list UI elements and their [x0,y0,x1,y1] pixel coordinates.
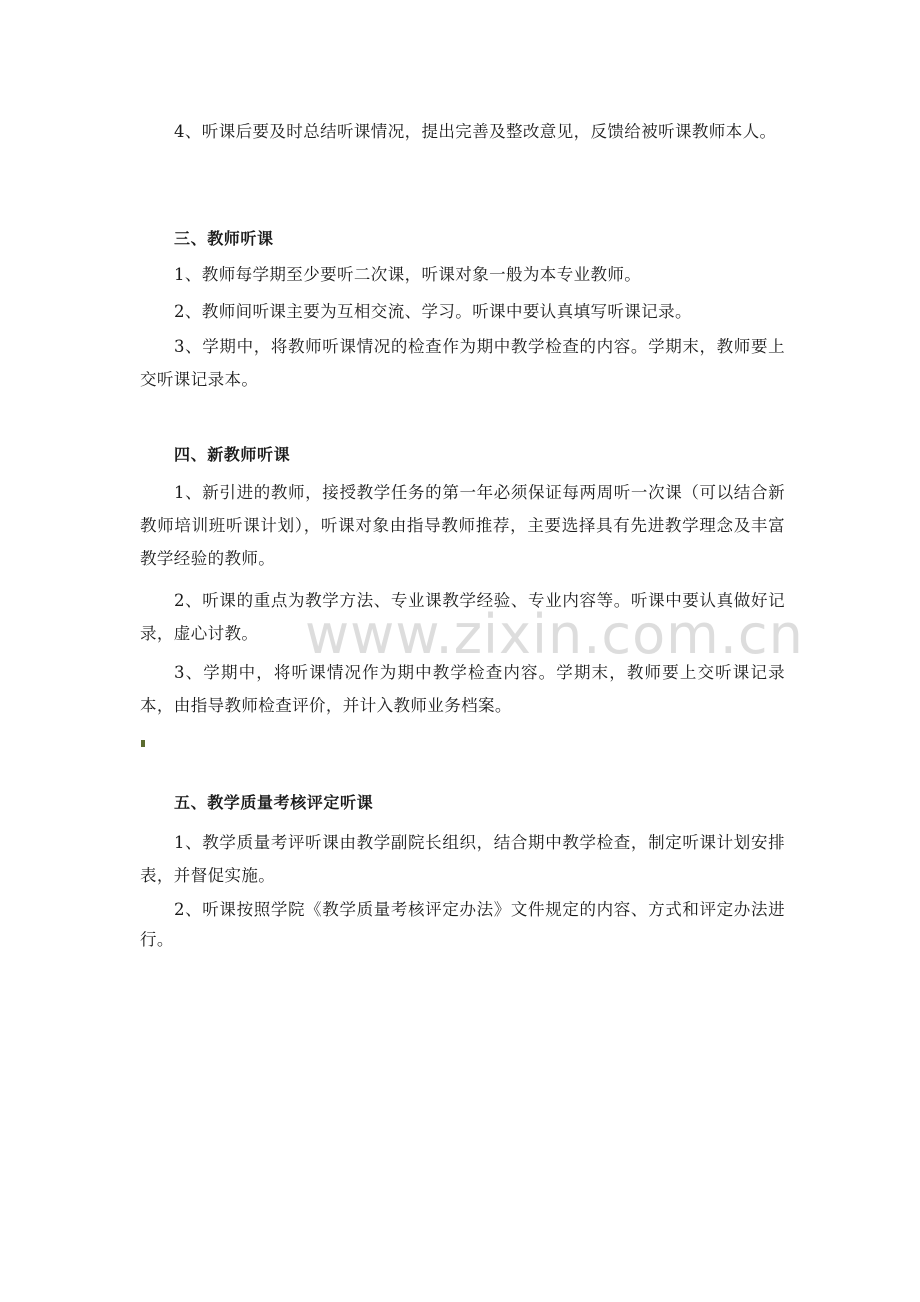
section3-item-2: 2、教师间听课主要为互相交流、学习。听课中要认真填写听课记录。 [174,302,692,321]
section3-item-3: 3、学期中，将教师听课情况的检查作为期中教学检查的内容。学期末，教师要上交听课记录本。 [140,337,785,389]
section-heading-teacher-listening: 三、教师听课 [174,229,274,248]
watermark: www.zixin.com.cn [305,603,804,666]
section3-item-1: 1、教师每学期至少要听二次课，听课对象一般为本专业教师。 [174,265,642,284]
section5-item-2: 2、听课按照学院《教学质量考核评定办法》文件规定的内容、方式和评定办法进行。 [140,900,785,949]
margin-marker [141,740,145,747]
paragraph-listening-summary: 4、听课后要及时总结听课情况，提出完善及整改意见，反馈给被听课教师本人。 [174,122,777,141]
section4-item-1: 1、新引进的教师，接授教学任务的第一年必须保证每两周听一次课（可以结合新教师培训班听课计划），听课对象由指导教师推荐，主要选择具有先进教学理念及丰富教学经验的教师。 [140,483,785,568]
section4-item-2: 2、听课的重点为教学方法、专业课教学经验、专业内容等。听课中要认真做好记录，虚心讨教。 [140,591,785,643]
section5-item-1: 1、教学质量考评听课由教学副院长组织，结合期中教学检查，制定听课计划安排表，并督促实施。 [140,833,785,885]
section4-item-3: 3、学期中，将听课情况作为期中教学检查内容。学期末，教师要上交听课记录本，由指导教师检查评价，并计入教师业务档案。 [140,663,785,715]
section-heading-new-teacher-listening: 四、新教师听课 [174,445,291,464]
section-heading-quality-assessment: 五、教学质量考核评定听课 [174,793,374,812]
